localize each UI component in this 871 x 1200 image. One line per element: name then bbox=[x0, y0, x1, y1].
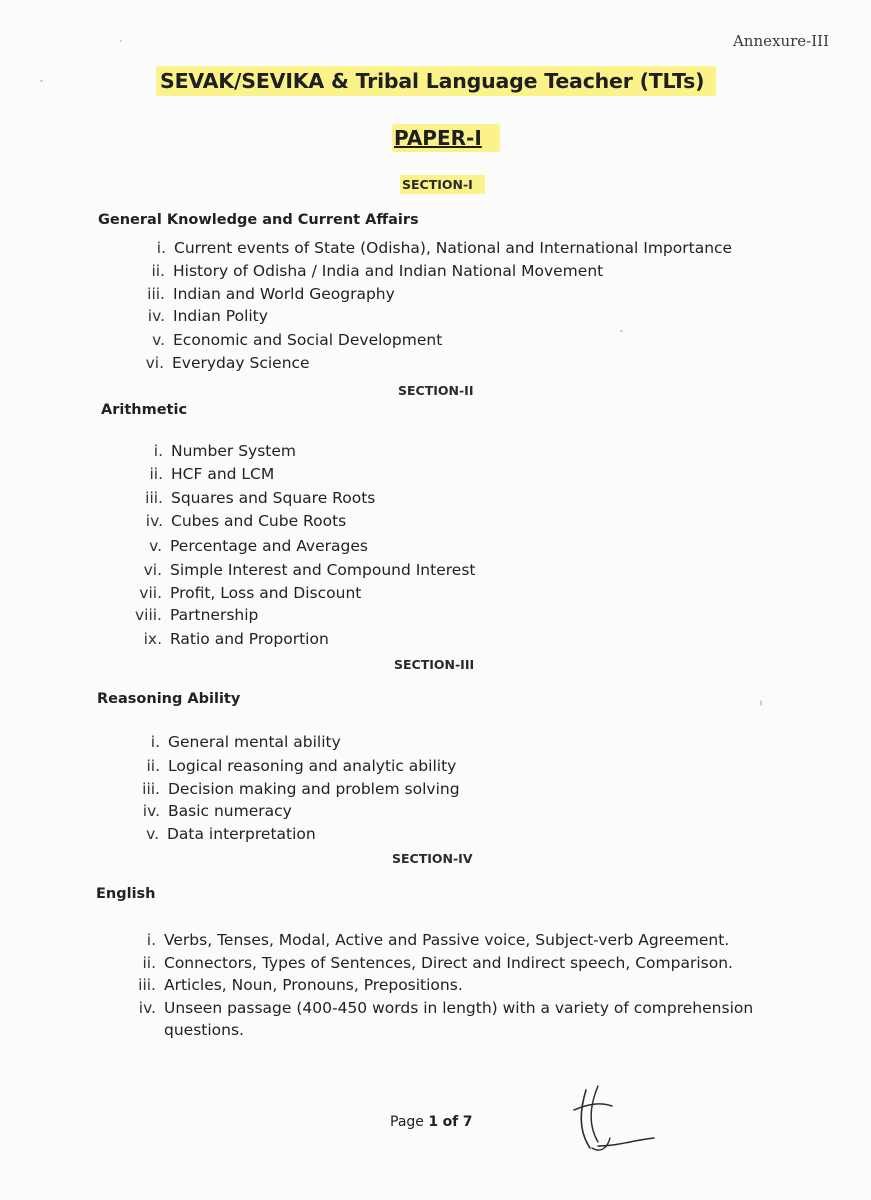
paper-heading: PAPER-I bbox=[392, 124, 500, 152]
list-item bbox=[146, 825, 316, 843]
item-text: Verbs, Tenses, Modal, Active and Passive voice, Subject-verb Agreement. bbox=[164, 931, 730, 949]
list-item bbox=[145, 489, 376, 507]
section-label: SECTION-IV bbox=[392, 851, 473, 866]
scan-speck bbox=[120, 40, 122, 42]
section-heading: Reasoning Ability bbox=[97, 691, 241, 707]
item-number: iii. bbox=[138, 976, 156, 994]
item-text: Simple Interest and Compound Interest bbox=[170, 561, 476, 579]
item-number: iii. bbox=[147, 285, 165, 303]
list-item bbox=[143, 561, 476, 579]
section-heading: English bbox=[96, 886, 156, 902]
list-item bbox=[142, 780, 460, 798]
item-number: ii. bbox=[146, 757, 160, 775]
item-text: Percentage and Averages bbox=[170, 537, 368, 555]
list-item bbox=[142, 802, 292, 820]
list-item bbox=[143, 630, 329, 648]
list-item bbox=[153, 442, 296, 460]
item-number: ii. bbox=[142, 954, 156, 972]
item-text: Number System bbox=[171, 442, 296, 460]
item-text: History of Odisha / India and Indian National Movement bbox=[173, 262, 604, 280]
section-label: SECTION-I bbox=[400, 175, 485, 194]
document-title: SEVAK/SEVIKA & Tribal Language Teacher (TLTs) bbox=[156, 66, 716, 96]
list-item bbox=[146, 757, 457, 775]
page-of: of bbox=[442, 1114, 459, 1130]
list-item bbox=[147, 307, 268, 325]
item-number: i. bbox=[146, 931, 156, 949]
item-number: vi. bbox=[143, 561, 162, 579]
scan-speck bbox=[40, 80, 43, 82]
section-label: SECTION-III bbox=[394, 657, 475, 672]
list-item bbox=[145, 354, 310, 372]
list-item bbox=[149, 537, 368, 555]
annexure-label: Annexure-III bbox=[732, 32, 829, 50]
page-current: 1 bbox=[428, 1114, 439, 1130]
item-text: Economic and Social Development bbox=[173, 331, 443, 349]
item-text: HCF and LCM bbox=[171, 465, 275, 483]
list-item bbox=[150, 733, 341, 751]
list-item bbox=[151, 262, 604, 280]
item-text: Unseen passage (400-450 words in length) with a variety of comprehension bbox=[164, 999, 754, 1017]
handwritten-signature bbox=[568, 1080, 658, 1160]
item-number: iv. bbox=[142, 802, 160, 820]
item-text: Cubes and Cube Roots bbox=[171, 512, 347, 530]
item-number: vii. bbox=[139, 584, 162, 602]
item-text: Everyday Science bbox=[172, 354, 310, 372]
scan-speck bbox=[620, 330, 623, 332]
list-item bbox=[147, 285, 395, 303]
item-number: ii. bbox=[149, 465, 163, 483]
item-number: iii. bbox=[145, 489, 163, 507]
item-text: Partnership bbox=[170, 606, 259, 624]
list-item bbox=[149, 465, 275, 483]
item-text: Connectors, Types of Sentences, Direct and Indirect speech, Comparison. bbox=[164, 954, 733, 972]
item-text: Current events of State (Odisha), National and International Importance bbox=[174, 239, 733, 257]
list-item bbox=[156, 239, 733, 257]
item-number: vi. bbox=[145, 354, 164, 372]
item-text: Profit, Loss and Discount bbox=[170, 584, 362, 602]
page-total: 7 bbox=[462, 1114, 473, 1130]
list-item bbox=[145, 512, 347, 530]
item-text: Data interpretation bbox=[167, 825, 316, 843]
list-item bbox=[152, 331, 443, 349]
item-number: v. bbox=[149, 537, 162, 555]
item-number: i. bbox=[153, 442, 163, 460]
list-item bbox=[146, 931, 730, 949]
item-text: Decision making and problem solving bbox=[168, 780, 460, 798]
section-heading: Arithmetic bbox=[101, 402, 188, 418]
item-continuation: questions. bbox=[164, 1021, 244, 1039]
item-text: Articles, Noun, Pronouns, Prepositions. bbox=[164, 976, 463, 994]
item-number: ix. bbox=[143, 630, 162, 648]
list-item bbox=[139, 584, 362, 602]
item-number: iv. bbox=[138, 999, 156, 1017]
item-number: v. bbox=[152, 331, 165, 349]
item-text: Indian Polity bbox=[173, 307, 268, 325]
list-item bbox=[134, 606, 259, 624]
scan-speck bbox=[760, 700, 762, 706]
item-text: Indian and World Geography bbox=[173, 285, 395, 303]
item-number: v. bbox=[146, 825, 159, 843]
page-prefix: Page bbox=[390, 1114, 424, 1130]
item-number: viii. bbox=[134, 606, 162, 624]
item-text: General mental ability bbox=[168, 733, 341, 751]
item-number: iv. bbox=[147, 307, 165, 325]
item-number: ii. bbox=[151, 262, 165, 280]
item-number: iv. bbox=[145, 512, 163, 530]
section-heading: General Knowledge and Current Affairs bbox=[98, 212, 419, 228]
item-number: iii. bbox=[142, 780, 160, 798]
list-item bbox=[138, 999, 754, 1017]
section-label: SECTION-II bbox=[398, 383, 474, 398]
item-text: Ratio and Proportion bbox=[170, 630, 329, 648]
list-item bbox=[138, 976, 463, 994]
item-text: Logical reasoning and analytic ability bbox=[168, 757, 457, 775]
item-number: i. bbox=[150, 733, 160, 751]
item-text: Basic numeracy bbox=[168, 802, 292, 820]
item-text: Squares and Square Roots bbox=[171, 489, 376, 507]
item-number: i. bbox=[156, 239, 166, 257]
list-item bbox=[142, 954, 733, 972]
page-footer bbox=[390, 1114, 472, 1130]
